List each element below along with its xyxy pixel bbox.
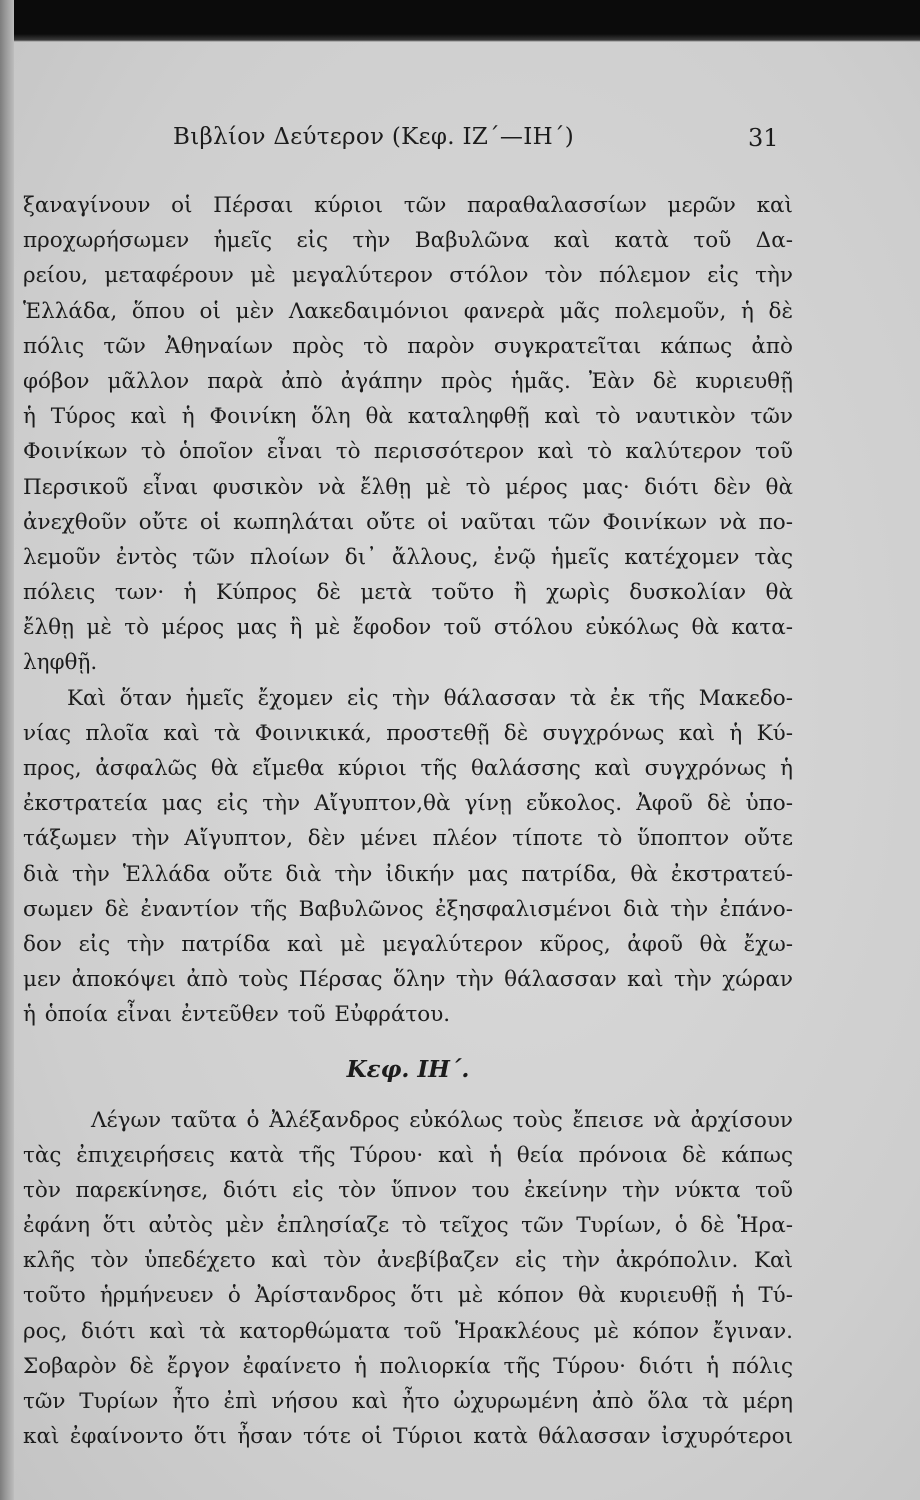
text-line: πόλεις των· ἡ Κύπρος δὲ μετὰ τοῦτο ἢ χωρὶς δυσκολίαν θὰ (23, 580, 793, 606)
running-head: Βιβλίον Δεύτερον (Κεφ. ΙΖ΄—ΙΗ΄) (173, 124, 575, 150)
page-header (0, 118, 920, 158)
text-line: ἔλθῃ μὲ τὸ μέρος μας ἢ μὲ ἔφοδον τοῦ στόλου εὐκόλως θὰ κατα- (23, 615, 793, 641)
text-line: τὰς ἐπιχειρήσεις κατὰ τῆς Τύρου· καὶ ἡ θεία πρόνοια δὲ κάπως (23, 1142, 793, 1168)
text-line: νίας πλοῖα καὶ τὰ Φοινικικά, προστεθῇ δὲ συγχρόνως καὶ ἡ Κύ- (23, 720, 793, 746)
text-line: καὶ ἐφαίνοντο ὅτι ἦσαν τότε οἱ Τύριοι κατὰ θάλασσαν ἰσχυρότεροι (23, 1424, 793, 1450)
scan-top-border (0, 0, 920, 42)
text-line: πόλις τῶν Ἀθηναίων πρὸς τὸ παρὸν συγκρατεῖται κάπως ἀπὸ (23, 333, 793, 359)
text-line: ἀνεχθοῦν οὔτε οἱ κωπηλάται οὔτε οἱ ναῦται τῶν Φοινίκων νὰ πο- (23, 509, 793, 535)
text-line: διὰ τὴν Ἑλλάδα οὔτε διὰ τὴν ἰδικήν μας πατρίδα, θὰ ἐκστρατεύ- (23, 861, 793, 887)
text-line: Καὶ ὅταν ἡμεῖς ἔχομεν εἰς τὴν θάλασσαν τὰ ἐκ τῆς Μακεδο- (67, 685, 793, 711)
text-line: προς, ἀσφαλῶς θὰ εἴμεθα κύριοι τῆς θαλάσσης καὶ συγχρόνως ἡ (23, 756, 793, 781)
text-line: προχωρήσωμεν ἡμεῖς εἰς τὴν Βαβυλῶνα καὶ κατὰ τοῦ Δα- (23, 228, 793, 254)
text-line: ἐκστρατεία μας εἰς τὴν Αἴγυπτον,θὰ γίνῃ εὔκολος. Ἀφοῦ δὲ ὑπο- (23, 791, 793, 817)
chapter-heading: Κεφ. ΙΗ΄. (346, 1055, 470, 1083)
page-number: 31 (748, 124, 779, 152)
text-line: σωμεν δὲ ἐναντίον τῆς Βαβυλῶνος ἐξησφαλισμένοι διὰ τὴν ἐπάνο- (23, 896, 793, 922)
text-line: Λέγων ταῦτα ὁ Ἀλέξανδρος εὐκόλως τοὺς ἔπεισε νὰ ἀρχίσουν (91, 1107, 793, 1133)
paragraph-continued (23, 188, 793, 681)
text-line: τάξωμεν τὴν Αἴγυπτον, δὲν μένει πλέον τίποτε τὸ ὕποπτον οὔτε (23, 826, 793, 852)
text-line: ἡ Τύρος καὶ ἡ Φοινίκη ὅλη θὰ καταληφθῇ καὶ τὸ ναυτικὸν τῶν (23, 404, 793, 430)
text-line: ρος, διότι καὶ τὰ κατορθώματα τοῦ Ἡρακλέους μὲ κόπον ἔγιναν. (23, 1318, 793, 1344)
text-line: μεν ἀποκόψει ἀπὸ τοὺς Πέρσας ὅλην τὴν θάλασσαν καὶ τὴν χώραν (23, 967, 793, 993)
text-line: ληφθῇ. (23, 650, 98, 676)
text-line: τοῦτο ἡρμήνευεν ὁ Ἀρίστανδρος ὅτι μὲ κόπον θὰ κυριευθῇ ἡ Τύ- (23, 1283, 793, 1309)
text-line: Φοινίκων τὸ ὁποῖον εἶναι τὸ περισσότερον καὶ τὸ καλύτερον τοῦ (23, 439, 793, 465)
text-line: κλῆς τὸν ὑπεδέχετο καὶ τὸν ἀνεβίβαζεν εἰς τὴν ἀκρόπολιν. Καὶ (23, 1248, 793, 1274)
text-line: τὸν παρεκίνησε, διότι εἰς τὸν ὕπνον του ἐκείνην τὴν νύκτα τοῦ (23, 1177, 793, 1203)
text-line: ἡ ὁποία εἶναι ἐντεῦθεν τοῦ Εὐφράτου. (23, 1002, 451, 1028)
text-line: Σοβαρὸν δὲ ἔργον ἐφαίνετο ἡ πολιορκία τῆς Τύρου· διότι ἡ πόλις (23, 1353, 793, 1379)
text-line: ἐφάνη ὅτι αὐτὸς μὲν ἐπλησίαζε τὸ τεῖχος τῶν Τυρίων, ὁ δὲ Ἡρα- (23, 1213, 793, 1239)
text-line: Περσικοῦ εἶναι φυσικὸν νὰ ἔλθῃ μὲ τὸ μέρος μας· διότι δὲν θὰ (23, 474, 793, 500)
scan-left-edge (0, 0, 14, 1500)
page-text (23, 188, 793, 1454)
paragraph (23, 1103, 793, 1455)
text-line: ρείου, μεταφέρουν μὲ μεγαλύτερον στόλον τὸν πόλεμον εἰς τὴν (23, 263, 793, 289)
text-line: φόβον μᾶλλον παρὰ ἀπὸ ἀγάπην πρὸς ἡμᾶς. Ἐὰν δὲ κυριευθῇ (23, 368, 793, 394)
paragraph (23, 681, 793, 1033)
text-line: ξαναγίνουν οἱ Πέρσαι κύριοι τῶν παραθαλασσίων μερῶν καὶ (23, 193, 793, 218)
text-line: Ἑλλάδα, ὅπου οἱ μὲν Λακεδαιμόνιοι φανερὰ μᾶς πολεμοῦν, ἡ δὲ (23, 298, 793, 324)
text-line: τῶν Τυρίων ἦτο ἐπὶ νήσου καὶ ἦτο ὠχυρωμένη ἀπὸ ὅλα τὰ μέρη (23, 1389, 793, 1414)
text-line: δον εἰς τὴν πατρίδα καὶ μὲ μεγαλύτερον κῦρος, ἀφοῦ θὰ ἔχω- (23, 931, 793, 957)
text-line: λεμοῦν ἐντὸς τῶν πλοίων δι᾽ ἄλλους, ἐνῷ ἡμεῖς κατέχομεν τὰς (23, 544, 793, 570)
